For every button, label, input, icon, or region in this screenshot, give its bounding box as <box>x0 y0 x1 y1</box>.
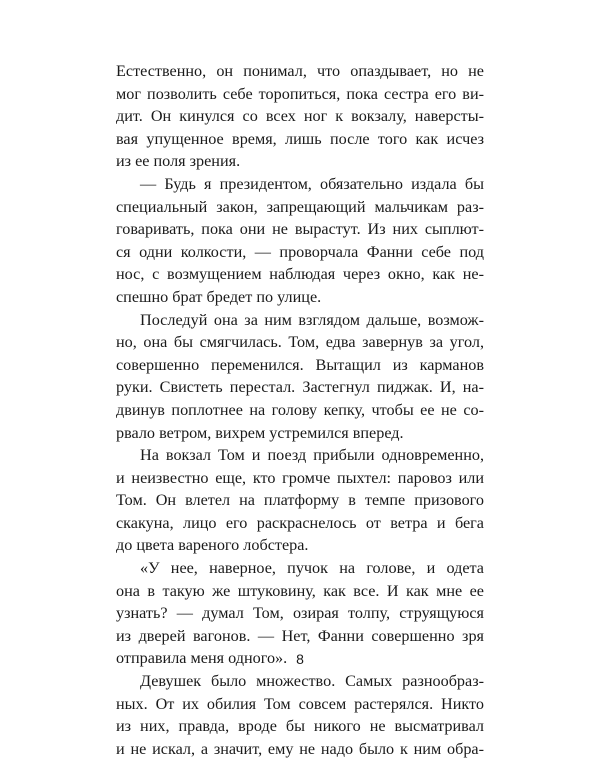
page-number: 8 <box>296 651 304 667</box>
text-line: руки. Свистеть перестал. Застегнул пиджак. И, на- <box>116 378 484 397</box>
text-line: она в такую же штуковину, как все. И как мне ее <box>116 581 484 600</box>
text-line: Естественно, он понимал, что опаздывает, но не <box>116 62 484 80</box>
text-line: из них, правда, вроде бы никого не высматривал <box>116 717 484 736</box>
text-line: до цвета вареного лобстера. <box>116 536 309 555</box>
text-line: спешно брат бредет по улице. <box>116 287 322 306</box>
text-line: рвало ветром, вихрем устремился вперед. <box>116 423 404 442</box>
text-line: скакуна, лицо его раскраснелось от ветра и бега <box>116 513 484 532</box>
text-line: мог позволить себе торопиться, пока сестра его ви- <box>116 84 484 103</box>
text-line: и не искал, а значит, ему не надо было к ним обра- <box>116 739 484 758</box>
text-line: нос, с возмущением наблюдая через окно, как не- <box>116 265 484 284</box>
text-line: ся одни колкости, — проворчала Фанни себе под <box>116 242 484 261</box>
text-line: узнать? — думал Том, озирая толпу, струящуюся <box>116 604 484 623</box>
text-line: из дверей вагонов. — Нет, Фанни совершенно зря <box>116 626 484 645</box>
text-line: Том. Он влетел на платформу в темпе призового <box>116 491 484 510</box>
text-line: дит. Он кинулся со всех ног к вокзалу, наверсты- <box>116 107 484 126</box>
text-line: Последуй она за ним взглядом дальше, возмож- <box>140 310 484 329</box>
text-line: но, она бы смягчилась. Том, едва завернув за угол, <box>116 333 484 352</box>
text-line: говаривать, пока они не вырастут. Из них сыплют- <box>116 220 484 239</box>
text-line: и неизвестно еще, кто громче пыхтел: паровоз или <box>116 468 484 487</box>
text-line: — Будь я президентом, обязательно издала бы <box>140 174 484 193</box>
text-line: из ее поля зрения. <box>116 152 241 171</box>
text-line: Девушек было множество. Самых разнообраз- <box>140 672 484 691</box>
text-line: специальный закон, запрещающий мальчикам раз- <box>116 197 484 216</box>
text-line: отправила меня одного». <box>116 649 288 668</box>
text-line: На вокзал Том и поезд прибыли одновременно, <box>140 446 484 465</box>
text-line: «У нее, наверное, пучок на голове, и одета <box>140 559 484 578</box>
text-line: вая упущенное время, лишь после того как исчез <box>116 129 484 148</box>
text-line: совершенно переменился. Вытащил из карманов <box>116 355 484 374</box>
text-line: ных. От их обилия Том совсем растерялся. Никто <box>116 694 484 713</box>
text-line: двинув поплотнее на голову кепку, чтобы ее не со- <box>116 400 484 419</box>
